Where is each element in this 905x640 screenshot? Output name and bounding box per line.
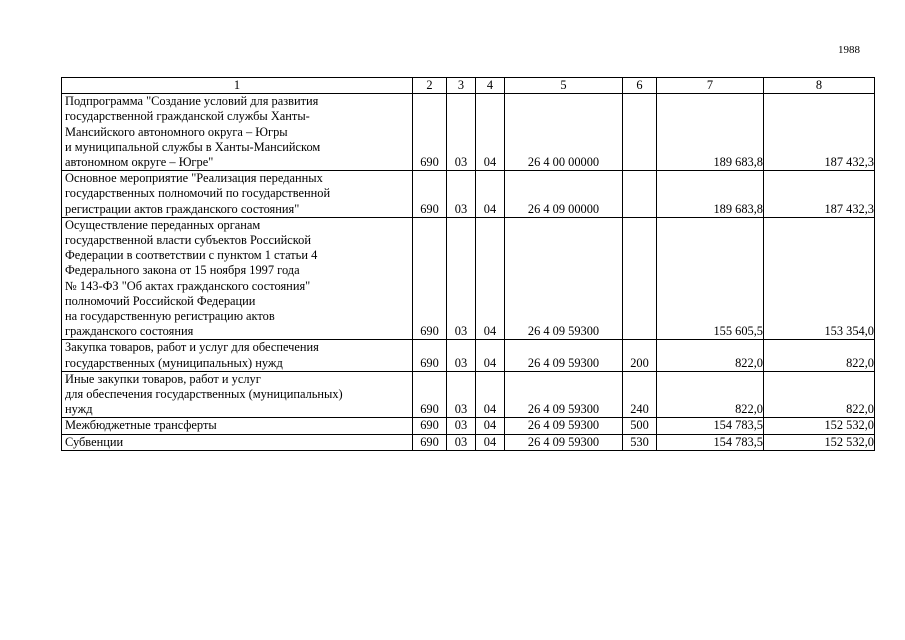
cell-col-8: 152 532,0 [764, 434, 875, 450]
table-row [62, 371, 875, 418]
cell-col-6: 240 [623, 371, 657, 418]
header-col-6: 6 [623, 78, 657, 94]
page-number: 1988 [838, 44, 860, 56]
header-col-8: 8 [764, 78, 875, 94]
header-row [62, 78, 875, 94]
cell-col-5: 26 4 09 59300 [505, 418, 623, 434]
cell-col-7: 189 683,8 [657, 171, 764, 218]
table-row [62, 217, 875, 340]
cell-col-3: 03 [447, 434, 476, 450]
cell-col-4: 04 [476, 217, 505, 340]
cell-col-5: 26 4 09 59300 [505, 340, 623, 371]
cell-col-3: 03 [447, 217, 476, 340]
cell-col-6 [623, 217, 657, 340]
row-name: Субвенции [62, 434, 413, 450]
cell-col-5: 26 4 09 00000 [505, 171, 623, 218]
row-name: Межбюджетные трансферты [62, 418, 413, 434]
cell-col-4: 04 [476, 94, 505, 171]
cell-col-4: 04 [476, 340, 505, 371]
cell-col-4: 04 [476, 171, 505, 218]
cell-col-6: 530 [623, 434, 657, 450]
header-col-1: 1 [62, 78, 413, 94]
header-col-2: 2 [413, 78, 447, 94]
cell-col-6: 500 [623, 418, 657, 434]
row-name: Основное мероприятие "Реализация переданных государственных полномочий по государственной регистрации актов гражданского состояния" [62, 171, 413, 218]
cell-col-2: 690 [413, 94, 447, 171]
cell-col-8: 187 432,3 [764, 171, 875, 218]
cell-col-8: 822,0 [764, 340, 875, 371]
table-row [62, 340, 875, 371]
cell-col-7: 822,0 [657, 371, 764, 418]
cell-col-4: 04 [476, 434, 505, 450]
cell-col-4: 04 [476, 371, 505, 418]
cell-col-7: 155 605,5 [657, 217, 764, 340]
cell-col-3: 03 [447, 94, 476, 171]
cell-col-8: 822,0 [764, 371, 875, 418]
budget-table [61, 77, 875, 451]
header-col-7: 7 [657, 78, 764, 94]
header-col-3: 3 [447, 78, 476, 94]
cell-col-8: 153 354,0 [764, 217, 875, 340]
cell-col-3: 03 [447, 371, 476, 418]
table-row [62, 434, 875, 450]
row-name: Подпрограмма "Создание условий для развития государственной гражданской службы Ханты- Мансийского автономного округа – Югры и муниципальной службы в Ханты-Мансийском автономном округе – Югре" [62, 94, 413, 171]
cell-col-2: 690 [413, 418, 447, 434]
cell-col-5: 26 4 09 59300 [505, 371, 623, 418]
cell-col-2: 690 [413, 434, 447, 450]
table-row [62, 94, 875, 171]
cell-col-5: 26 4 00 00000 [505, 94, 623, 171]
cell-col-7: 154 783,5 [657, 434, 764, 450]
cell-col-6 [623, 94, 657, 171]
cell-col-7: 822,0 [657, 340, 764, 371]
cell-col-7: 154 783,5 [657, 418, 764, 434]
cell-col-7: 189 683,8 [657, 94, 764, 171]
header-col-4: 4 [476, 78, 505, 94]
cell-col-8: 187 432,3 [764, 94, 875, 171]
row-name: Закупка товаров, работ и услуг для обеспечения государственных (муниципальных) нужд [62, 340, 413, 371]
cell-col-8: 152 532,0 [764, 418, 875, 434]
cell-col-6 [623, 171, 657, 218]
cell-col-4: 04 [476, 418, 505, 434]
cell-col-2: 690 [413, 371, 447, 418]
cell-col-2: 690 [413, 217, 447, 340]
row-name: Осуществление переданных органам государственной власти субъектов Российской Федерации в соответствии с пунктом 1 статьи 4 Федерального закона от 15 ноября 1997 года № 143-ФЗ "Об актах гражданского состояния" полномочий Российской Федерации на государственную регистрацию актов гражданского состояния [62, 217, 413, 340]
row-name: Иные закупки товаров, работ и услуг для обеспечения государственных (муниципальных) нужд [62, 371, 413, 418]
table-row [62, 171, 875, 218]
cell-col-2: 690 [413, 171, 447, 218]
cell-col-3: 03 [447, 171, 476, 218]
cell-col-5: 26 4 09 59300 [505, 217, 623, 340]
cell-col-3: 03 [447, 340, 476, 371]
cell-col-5: 26 4 09 59300 [505, 434, 623, 450]
table-row [62, 418, 875, 434]
cell-col-3: 03 [447, 418, 476, 434]
cell-col-6: 200 [623, 340, 657, 371]
cell-col-2: 690 [413, 340, 447, 371]
header-col-5: 5 [505, 78, 623, 94]
